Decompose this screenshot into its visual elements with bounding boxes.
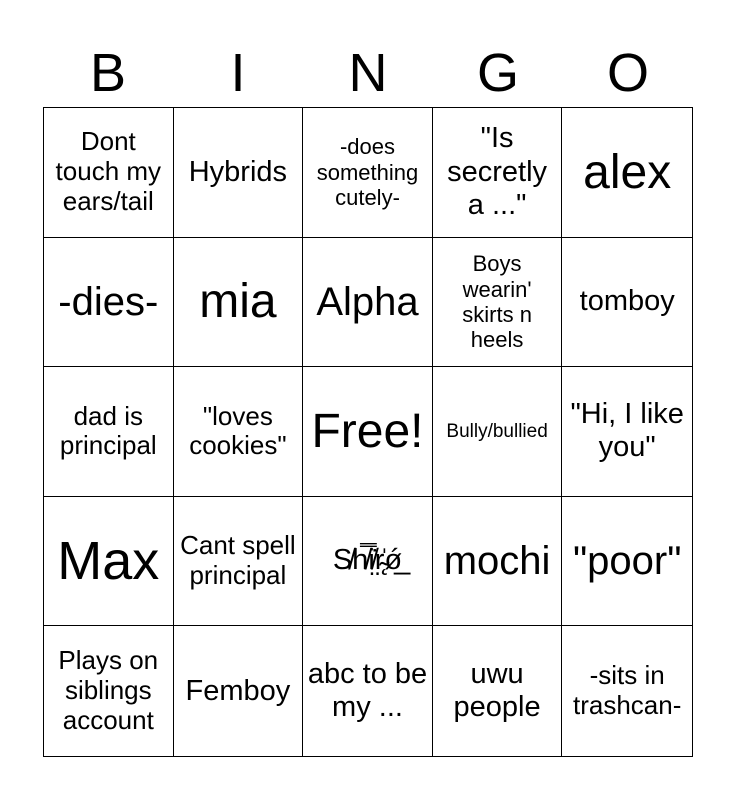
cell-text: -sits in trashcan- [573,660,682,721]
cell-text: Femboy [185,674,291,707]
bingo-board [43,107,693,757]
header-letter-i: I [230,43,246,103]
cell-text: mochi [443,539,551,584]
bingo-cell[interactable] [562,108,692,238]
cell-text: uwu people [453,657,541,724]
cell-text: Plays on siblings account [58,645,159,736]
bingo-cell[interactable] [44,626,174,756]
free-space-cell[interactable] [303,367,433,497]
bingo-cell[interactable] [174,108,304,238]
cell-text: S̸h̸̿i̸̤̇r̴̨̍ǿ̲ [332,544,403,577]
bingo-cell[interactable] [303,497,433,627]
bingo-cell[interactable] [44,108,174,238]
bingo-cell[interactable] [303,626,433,756]
bingo-cell[interactable] [44,367,174,497]
cell-text: -dies- [58,279,159,324]
bingo-cell[interactable] [562,367,692,497]
bingo-header [43,40,693,106]
cell-text: Dont touch my ears/tail [55,126,162,217]
bingo-cell[interactable] [174,626,304,756]
bingo-cell[interactable] [433,497,563,627]
cell-text: dad is principal [59,400,157,461]
cell-text: mia [199,275,277,329]
header-letter-o: O [606,43,649,103]
bingo-cell[interactable] [433,367,563,497]
bingo-cell[interactable] [174,497,304,627]
bingo-cell[interactable] [433,626,563,756]
cell-text: Hybrids [188,155,288,188]
cell-text: abc to be my ... [307,657,428,724]
cell-text: alex [583,145,672,199]
bingo-cell[interactable] [562,626,692,756]
header-letter-g: G [476,43,519,103]
header-letter-b: B [89,43,127,103]
bingo-cell[interactable] [303,238,433,368]
cell-text: Boys wearin' skirts n heels [462,251,532,353]
header-letter-n: N [348,43,388,103]
bingo-cell[interactable] [174,367,304,497]
bingo-cell[interactable] [303,108,433,238]
cell-text: tomboy [579,285,675,318]
cell-text: "Is secretly a ..." [447,122,548,221]
cell-text: Alpha [316,279,419,324]
bingo-cell[interactable] [433,238,563,368]
free-space-text: Free! [311,404,424,458]
bingo-cell[interactable] [562,497,692,627]
cell-text: "loves cookies" [189,400,287,461]
cell-text: Bully/bullied [446,420,548,442]
bingo-cell[interactable] [44,497,174,627]
bingo-cell[interactable] [433,108,563,238]
bingo-cell[interactable] [562,238,692,368]
cell-text: Max [57,531,160,592]
cell-text: -does something cutely- [316,134,419,210]
cell-text: "poor" [572,539,682,584]
cell-text: "Hi, I like you" [570,398,684,464]
bingo-cell[interactable] [174,238,304,368]
cell-text: Cant spell principal [180,530,296,591]
bingo-cell[interactable] [44,238,174,368]
